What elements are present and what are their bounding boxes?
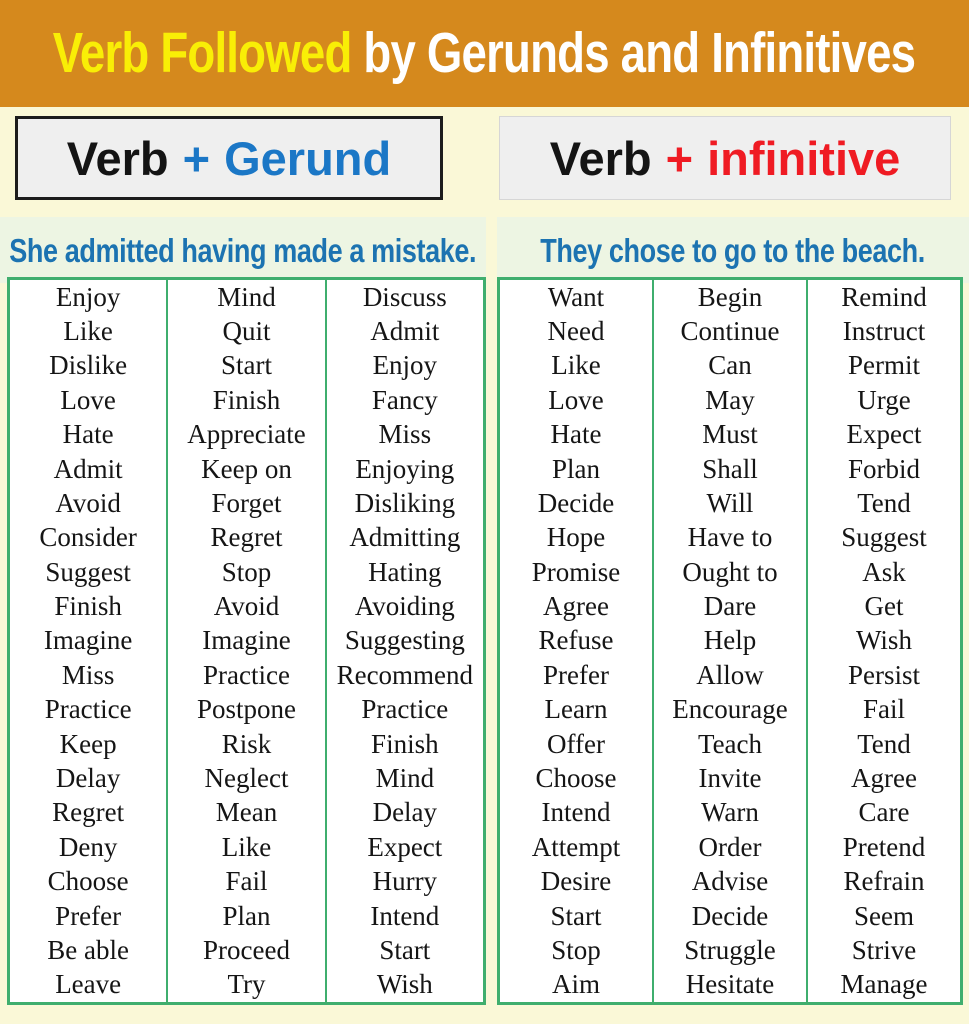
verb-cell: Wish bbox=[376, 969, 433, 1000]
verb-cell: Miss bbox=[378, 419, 432, 450]
verb-cell: Miss bbox=[61, 659, 115, 690]
infinitive-label: infinitive bbox=[707, 131, 901, 185]
verb-cell: Admit bbox=[53, 453, 123, 484]
verb-label: Verb bbox=[66, 131, 169, 185]
verb-cell: Practice bbox=[203, 659, 290, 690]
verb-cell: Intend bbox=[541, 797, 611, 828]
verb-cell: Avoid bbox=[213, 591, 280, 622]
verb-cell: Continue bbox=[680, 316, 780, 347]
verb-cell: Risk bbox=[221, 728, 272, 759]
verb-cell: Discuss bbox=[362, 281, 447, 312]
verb-cell: Admit bbox=[370, 316, 440, 347]
verb-cell: Start bbox=[379, 934, 431, 965]
verb-cell: Suggest bbox=[45, 556, 131, 587]
verb-cell: Offer bbox=[547, 728, 605, 759]
verb-cell: Appreciate bbox=[187, 419, 306, 450]
verb-cell: Regret bbox=[52, 797, 125, 828]
verb-cell: Leave bbox=[55, 969, 122, 1000]
verb-cell: Mind bbox=[375, 763, 435, 794]
verb-cell: Hurry bbox=[372, 866, 438, 897]
verb-cell: Ought to bbox=[682, 556, 778, 587]
verb-cell: Hope bbox=[546, 522, 606, 553]
verb-cell: Forbid bbox=[847, 453, 920, 484]
verb-cell: Want bbox=[547, 281, 605, 312]
verb-cell: Manage bbox=[840, 969, 928, 1000]
gerund-example-strip bbox=[0, 217, 486, 283]
verb-cell: Enjoy bbox=[372, 350, 438, 381]
verb-cell: Keep bbox=[59, 728, 117, 759]
verb-cell: Must bbox=[702, 419, 758, 450]
verb-cell: Practice bbox=[44, 694, 132, 725]
verb-cell: Prefer bbox=[543, 659, 609, 690]
verb-cell: Stop bbox=[551, 934, 601, 965]
verb-cell: Ask bbox=[862, 556, 906, 587]
verb-cell: May bbox=[705, 384, 755, 415]
verb-cell: Start bbox=[550, 900, 602, 931]
verb-cell: Help bbox=[703, 625, 757, 656]
verb-infinitive-box bbox=[499, 116, 951, 200]
verb-cell: Mean bbox=[215, 797, 278, 828]
verb-cell: Like bbox=[221, 831, 272, 862]
verb-cell: Like bbox=[551, 350, 601, 381]
verb-cell: Need bbox=[547, 316, 605, 347]
verb-cell: Shall bbox=[702, 453, 758, 484]
header-banner bbox=[0, 0, 969, 107]
verb-cell: Intend bbox=[370, 900, 440, 931]
verb-cell: Agree bbox=[543, 591, 609, 622]
verb-cell: Learn bbox=[544, 694, 608, 725]
verb-cell: Agree bbox=[851, 763, 917, 794]
verb-cell: Finish bbox=[54, 591, 122, 622]
verb-cell: Refrain bbox=[843, 866, 925, 897]
verb-cell: Permit bbox=[848, 350, 920, 381]
verb-cell: Fail bbox=[225, 866, 268, 897]
verb-cell: Plan bbox=[551, 453, 600, 484]
verb-cell: Strive bbox=[851, 934, 917, 965]
verb-cell: Keep on bbox=[201, 453, 292, 484]
verb-cell: Forget bbox=[211, 487, 282, 518]
verb-cell: Avoid bbox=[55, 487, 121, 518]
verb-cell: Fancy bbox=[371, 384, 438, 415]
infinitive-example-sentence: They chose to go to the beach. bbox=[540, 231, 926, 269]
verb-cell: Admitting bbox=[349, 522, 461, 553]
verb-cell: Plan bbox=[222, 900, 271, 931]
verb-cell: Persist bbox=[847, 659, 920, 690]
verb-cell: Suggesting bbox=[344, 625, 465, 656]
verb-cell: Suggest bbox=[841, 522, 927, 553]
verb-cell: Regret bbox=[210, 522, 283, 553]
verb-cell: Love bbox=[60, 384, 116, 415]
gerund-example-sentence: She admitted having made a mistake. bbox=[9, 231, 477, 269]
verb-cell: Invite bbox=[698, 763, 762, 794]
verb-cell: Pretend bbox=[842, 831, 926, 862]
verb-cell: Remind bbox=[841, 281, 927, 312]
verb-cell: Fail bbox=[862, 694, 905, 725]
verb-cell: Deny bbox=[58, 831, 118, 862]
gerund-verbs-table bbox=[7, 277, 486, 1005]
verb-cell: Expect bbox=[846, 419, 922, 450]
verb-column bbox=[652, 280, 806, 1002]
verb-cell: Hate bbox=[550, 419, 602, 450]
verb-cell: Will bbox=[706, 487, 754, 518]
plus-sign: + bbox=[665, 131, 694, 185]
page-title bbox=[53, 21, 916, 85]
verb-cell: Decide bbox=[537, 487, 615, 518]
verb-column bbox=[806, 280, 960, 1002]
verb-cell: Finish bbox=[212, 384, 281, 415]
verb-cell: Enjoying bbox=[355, 453, 455, 484]
verb-cell: Finish bbox=[371, 728, 439, 759]
verb-cell: Quit bbox=[222, 316, 271, 347]
verb-column bbox=[325, 280, 483, 1002]
verb-cell: Delay bbox=[55, 763, 121, 794]
verb-cell: Get bbox=[864, 591, 904, 622]
verb-cell: Imagine bbox=[202, 625, 291, 656]
verb-cell: Allow bbox=[696, 659, 764, 690]
verb-cell: Postpone bbox=[196, 694, 296, 725]
title-rest: by Gerunds and Infinitives bbox=[352, 21, 916, 85]
verb-cell: Refuse bbox=[538, 625, 614, 656]
verb-cell: Begin bbox=[697, 281, 763, 312]
verb-column bbox=[500, 280, 652, 1002]
verb-cell: Choose bbox=[47, 866, 129, 897]
verb-cell: Have to bbox=[687, 522, 773, 553]
verb-cell: Delay bbox=[372, 797, 438, 828]
verb-cell: Teach bbox=[697, 728, 763, 759]
verb-cell: Stop bbox=[221, 556, 272, 587]
verb-cell: Proceed bbox=[203, 934, 290, 965]
verb-cell: Try bbox=[227, 969, 266, 1000]
verb-cell: Neglect bbox=[204, 763, 289, 794]
verb-cell: Order bbox=[698, 831, 762, 862]
verb-cell: Expect bbox=[367, 831, 443, 862]
verb-cell: Avoiding bbox=[354, 591, 455, 622]
verb-cell: Hesitate bbox=[685, 969, 775, 1000]
infinitive-verbs-table bbox=[497, 277, 963, 1005]
title-highlight: Verb Followed bbox=[53, 21, 353, 85]
verb-cell: Start bbox=[220, 350, 272, 381]
verb-cell: Mind bbox=[217, 281, 276, 312]
verb-cell: Care bbox=[858, 797, 910, 828]
verb-cell: Encourage bbox=[672, 694, 788, 725]
verb-cell: Seem bbox=[854, 900, 914, 931]
verb-cell: Urge bbox=[857, 384, 911, 415]
verb-cell: Consider bbox=[39, 522, 137, 553]
infinitive-example-strip bbox=[497, 217, 969, 283]
verb-cell: Enjoy bbox=[55, 281, 121, 312]
plus-sign: + bbox=[182, 131, 211, 185]
gerund-label: Gerund bbox=[224, 131, 392, 185]
verb-cell: Dislike bbox=[49, 350, 128, 381]
verb-cell: Tend bbox=[857, 728, 911, 759]
verb-cell: Instruct bbox=[842, 316, 926, 347]
verb-cell: Warn bbox=[701, 797, 759, 828]
verb-column bbox=[10, 280, 166, 1002]
verb-gerund-box bbox=[15, 116, 443, 200]
verb-cell: Advise bbox=[691, 866, 769, 897]
verb-cell: Tend bbox=[857, 487, 911, 518]
verb-label: Verb bbox=[549, 131, 652, 185]
verb-cell: Practice bbox=[361, 694, 449, 725]
verb-cell: Desire bbox=[540, 866, 612, 897]
verb-cell: Be able bbox=[47, 934, 130, 965]
verb-cell: Recommend bbox=[336, 659, 474, 690]
verb-cell: Disliking bbox=[354, 487, 456, 518]
verb-cell: Hate bbox=[62, 419, 114, 450]
verb-cell: Wish bbox=[856, 625, 912, 656]
verb-cell: Like bbox=[63, 316, 113, 347]
verb-cell: Attempt bbox=[531, 831, 621, 862]
verb-cell: Dare bbox=[703, 591, 757, 622]
verb-cell: Decide bbox=[691, 900, 769, 931]
verb-cell: Choose bbox=[535, 763, 617, 794]
verb-cell: Love bbox=[548, 384, 604, 415]
verb-cell: Aim bbox=[551, 969, 600, 1000]
verb-cell: Hating bbox=[368, 556, 442, 587]
verb-column bbox=[166, 280, 324, 1002]
verb-cell: Prefer bbox=[55, 900, 122, 931]
verb-cell: Promise bbox=[531, 556, 621, 587]
verb-cell: Struggle bbox=[684, 934, 776, 965]
verb-cell: Can bbox=[708, 350, 752, 381]
verb-cell: Imagine bbox=[43, 625, 133, 656]
